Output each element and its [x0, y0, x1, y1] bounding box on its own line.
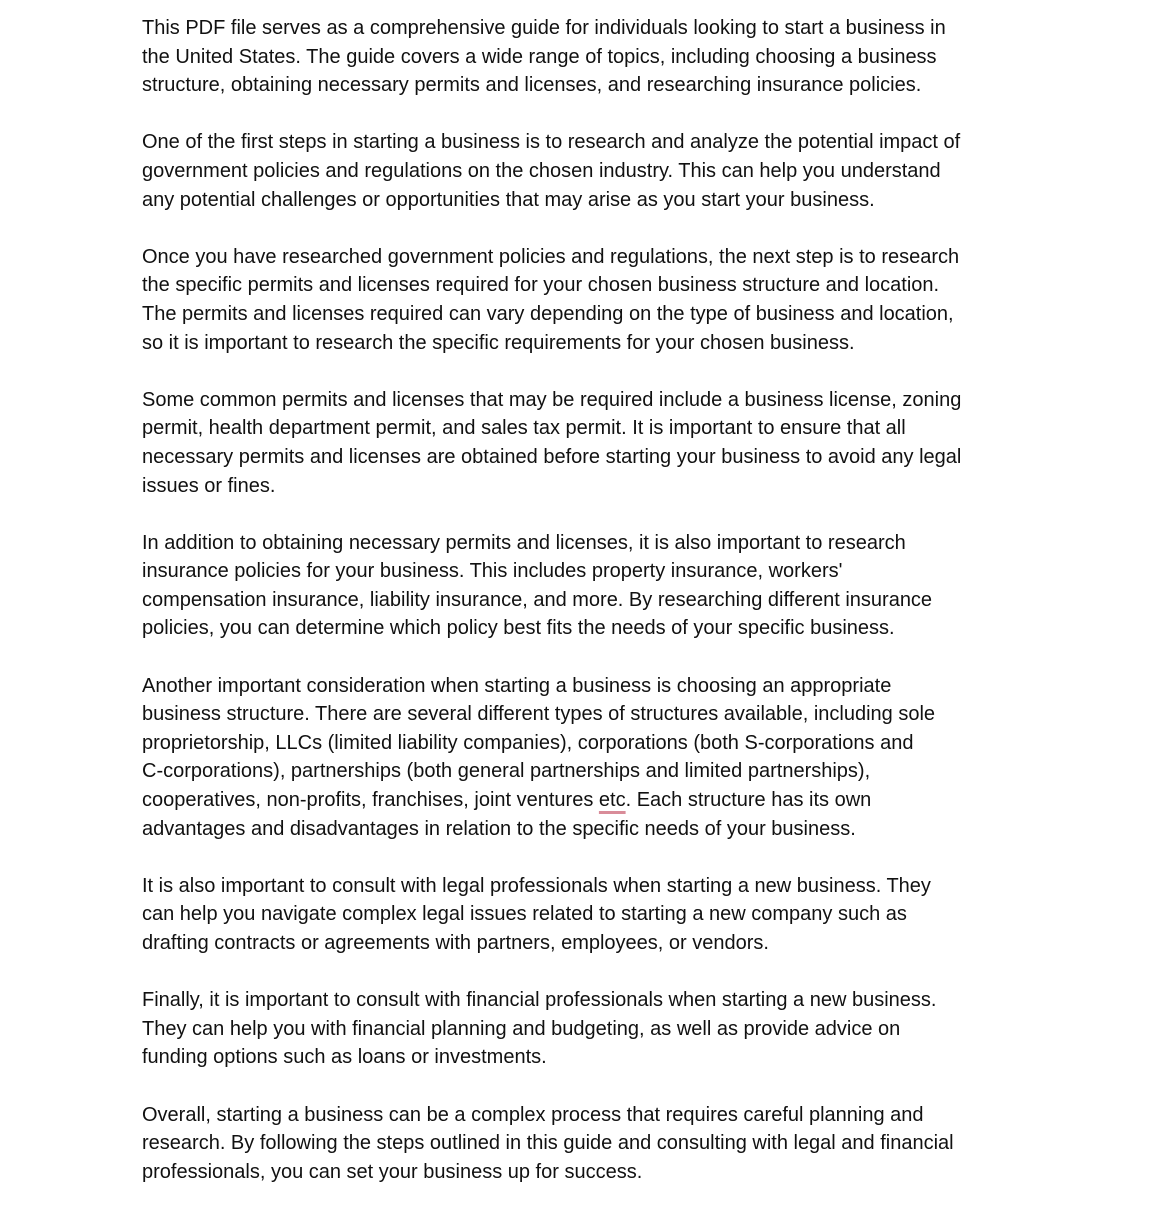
text-line-with-flagged-word — [142, 786, 1042, 815]
text-line: The permits and licenses required can vary depending on the type of business and location, — [142, 302, 954, 325]
text-line: This PDF file serves as a comprehensive guide for individuals looking to start a business in — [142, 17, 946, 39]
text-line: the specific permits and licenses required for your chosen business structure and location. — [142, 274, 940, 297]
text-line: One of the first steps in starting a business is to research and analyze the potential impact of — [142, 131, 961, 154]
paragraph-conclusion — [142, 1101, 1042, 1187]
text-line: C-corporations), partnerships (both general partnerships and limited partnerships), — [142, 760, 871, 783]
text-line: so it is important to research the specific requirements for your chosen business. — [142, 331, 855, 354]
text-line: Once you have researched government policies and regulations, the next step is to research — [142, 245, 960, 268]
text-line: structure, obtaining necessary permits and licenses, and researching insurance policies. — [142, 74, 922, 97]
text-line: They can help you with financial planning and budgeting, as well as provide advice on — [142, 1017, 901, 1040]
text-line: the United States. The guide covers a wide range of topics, including choosing a business — [142, 45, 937, 68]
text-line: professionals, you can set your business up for success. — [142, 1160, 643, 1183]
paragraph-financial-professionals — [142, 986, 1042, 1072]
text-line: necessary permits and licenses are obtained before starting your business to avoid any legal — [142, 445, 962, 468]
text-line: policies, you can determine which policy best fits the needs of your specific business. — [142, 617, 895, 640]
text-line: research. By following the steps outlined in this guide and consulting with legal and financial — [142, 1132, 954, 1155]
paragraph-business-structure — [142, 672, 1042, 844]
text-line: permit, health department permit, and sales tax permit. It is important to ensure that all — [142, 417, 906, 440]
text-line: It is also important to consult with legal professionals when starting a new business. They — [142, 874, 931, 897]
text-line: Another important consideration when starting a business is choosing an appropriate — [142, 674, 892, 697]
text-line: funding options such as loans or investments. — [142, 1046, 547, 1069]
text-line: In addition to obtaining necessary permits and licenses, it is also important to research — [142, 531, 906, 554]
text-line: drafting contracts or agreements with partners, employees, or vendors. — [142, 932, 769, 954]
text-line: insurance policies for your business. This includes property insurance, workers' — [142, 560, 843, 583]
text-line: can help you navigate complex legal issues related to starting a new company such as — [142, 903, 907, 926]
text-line: proprietorship, LLCs (limited liability companies), corporations (both S-corporations and — [142, 731, 914, 754]
text-line: Overall, starting a business can be a complex process that requires careful planning and — [142, 1103, 924, 1126]
text-segment: . Each structure has its own — [625, 789, 872, 812]
text-line: government policies and regulations on the chosen industry. This can help you understand — [142, 159, 941, 182]
paragraph-insurance — [142, 529, 1042, 643]
text-line: compensation insurance, liability insurance, and more. By researching different insurance — [142, 588, 933, 611]
paragraph-permits-research — [142, 243, 1042, 357]
text-line: any potential challenges or opportunities that may arise as you start your business. — [142, 188, 875, 211]
text-line: Finally, it is important to consult with financial professionals when starting a new business. — [142, 989, 937, 1012]
text-line: issues or fines. — [142, 474, 276, 497]
text-line: advantages and disadvantages in relation to the specific needs of your business. — [142, 817, 856, 840]
document-page — [142, 14, 1042, 1215]
paragraph-intro — [142, 14, 1042, 100]
paragraph-government-policies — [142, 128, 1042, 214]
paragraph-common-permits — [142, 386, 1042, 500]
text-segment: cooperatives, non-profits, franchises, joint ventures — [142, 789, 599, 812]
spellcheck-flagged-word[interactable]: etc — [598, 789, 626, 812]
text-line: Some common permits and licenses that may be required include a business license, zoning — [142, 388, 962, 411]
paragraph-legal-professionals — [142, 872, 1042, 958]
text-line: business structure. There are several different types of structures available, including sole — [142, 703, 936, 726]
